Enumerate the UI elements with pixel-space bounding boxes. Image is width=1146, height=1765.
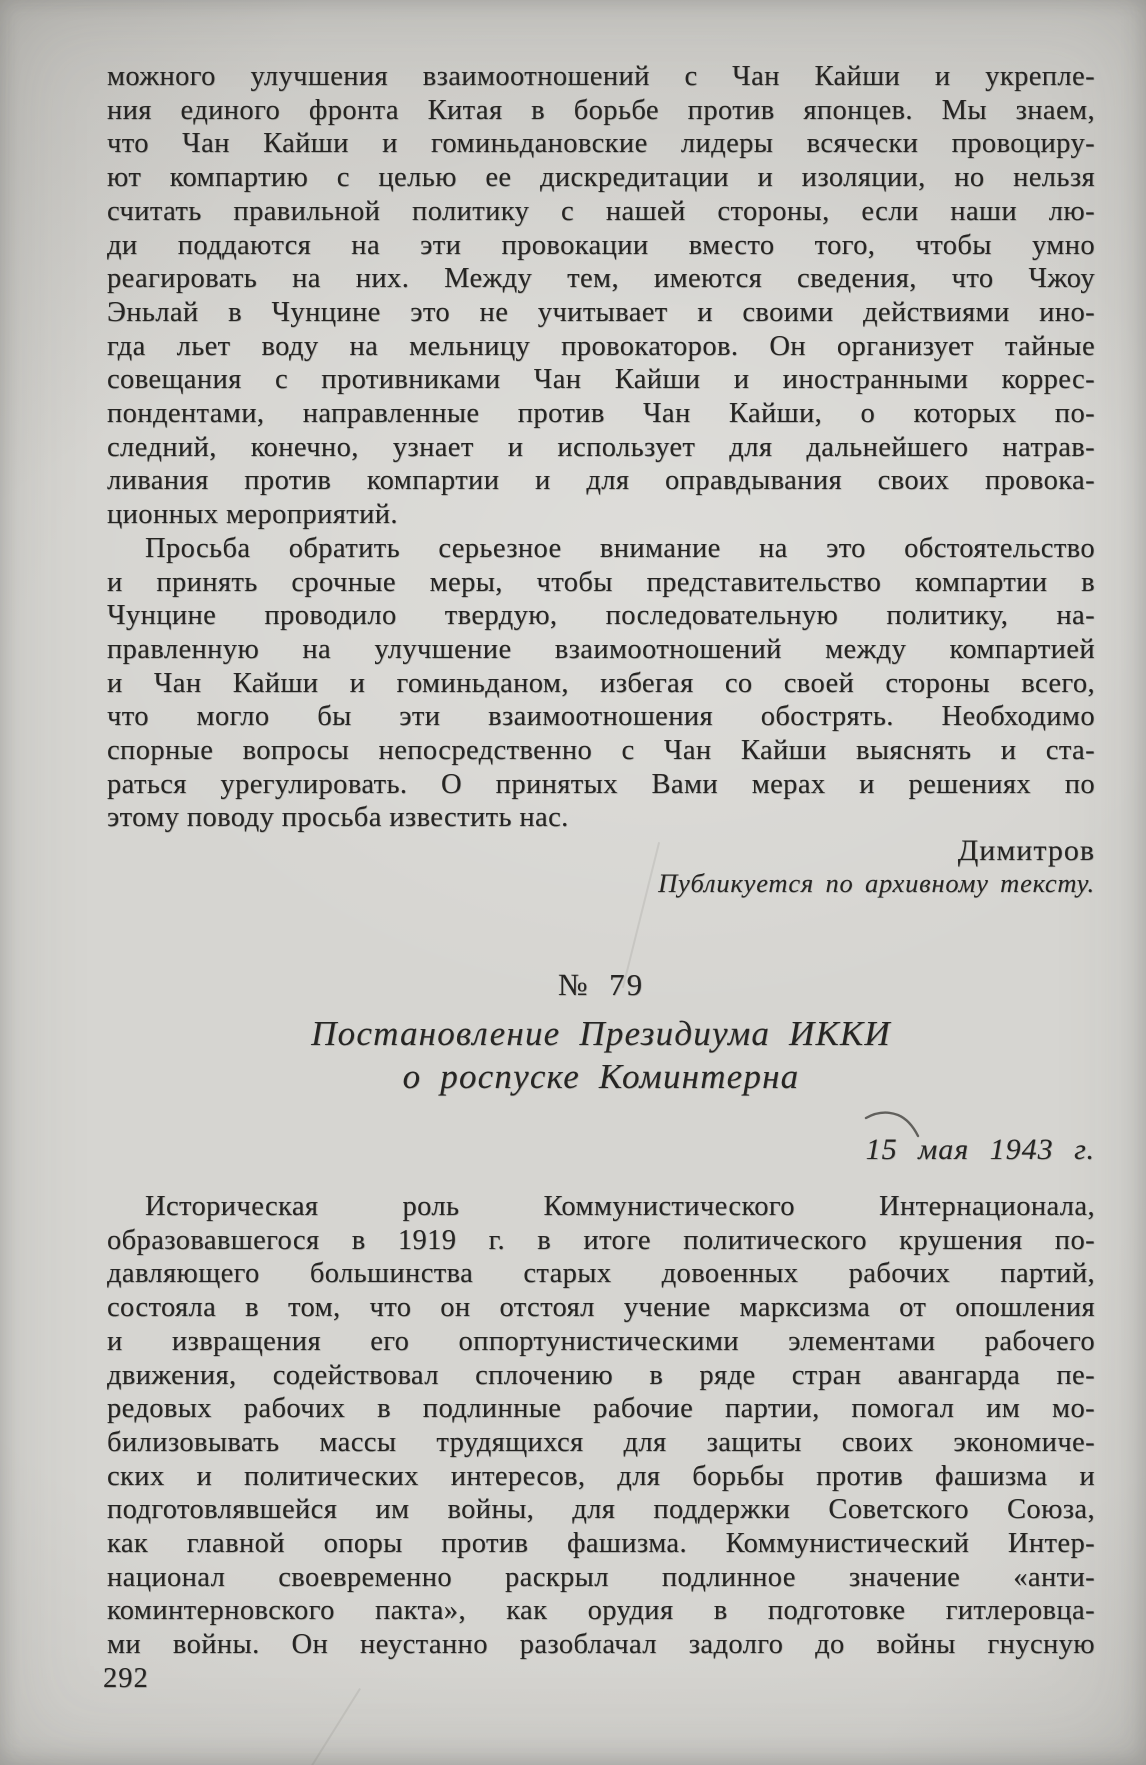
text-line: считать правильной политику с нашей стороны, если наши лю-: [107, 195, 1095, 227]
text-line: коминтерновского пакта», как орудия в подготовке гитлеровца-: [107, 1595, 1095, 1627]
text-line: и извращения его оппортунистическими элементами рабочего: [107, 1325, 1095, 1357]
paragraph: [107, 1190, 1095, 1662]
text-line: ливания против компартии и для оправдывания своих провока-: [107, 465, 1095, 497]
text-line: совещания с противниками Чан Кайши и иностранными коррес-: [107, 364, 1095, 396]
text-line: этому поводу просьба известить нас.: [107, 802, 569, 834]
document-title-line1: Постановление Президиума ИККИ: [311, 1014, 891, 1053]
text-line: ют компартию с целью ее дискредитации и изоляции, но нельзя: [107, 162, 1095, 194]
text-line: движения, содействовал сплочению в ряде стран авангарда пе-: [107, 1359, 1095, 1391]
page-number: 292: [103, 1663, 149, 1694]
text-line: правленную на улучшение взаимоотношений между компартией: [107, 633, 1095, 665]
text-line: ционных мероприятий.: [107, 499, 398, 531]
text-line: Эньлай в Чунцине это не учитывает и своими действиями ино-: [107, 296, 1095, 328]
archival-source-note: Публикуется по архивному тексту.: [658, 868, 1095, 898]
text-line: и Чан Кайши и гоминьданом, избегая со своей стороны всего,: [107, 667, 1095, 699]
text-line: давляющего большинства старых довоенных рабочих партий,: [107, 1258, 1095, 1290]
text-line: пондентами, направленные против Чан Кайши, о которых по-: [107, 398, 1095, 430]
text-line: можного улучшения взаимоотношений с Чан Кайши и укрепле-: [107, 61, 1095, 92]
text-line: редовых рабочих в подлинные рабочие партии, помогал им мо-: [107, 1393, 1095, 1425]
text-line: что могло бы эти взаимоотношения обострять. Необходимо: [107, 701, 1095, 733]
text-line: Чунцине проводило твердую, последовательную политику, на-: [107, 600, 1095, 632]
text-line: гда льет воду на мельницу провокаторов. Он организует тайные: [107, 330, 1095, 362]
document-body-text: [107, 1190, 1095, 1662]
letter-continuation-text: [107, 60, 1095, 835]
text-line: спорные вопросы непосредственно с Чан Кайши выяснять и ста-: [107, 735, 1095, 767]
document-number: № 79: [557, 967, 645, 1002]
text-line: Просьба обратить серьезное внимание на это обстоятельство: [145, 532, 1095, 564]
document-date: 15 мая 1943 г.: [865, 1133, 1095, 1166]
text-line: ди поддаются на эти провокации вместо того, чтобы умно: [107, 229, 1095, 261]
text-line: билизовывать массы трудящихся для защиты своих экономиче-: [107, 1426, 1095, 1458]
text-line: образовавшегося в 1919 г. в итоге политического крушения по-: [107, 1224, 1095, 1256]
signature: Димитров: [957, 834, 1095, 867]
paragraph: [107, 532, 1095, 835]
document-title: [107, 1012, 1095, 1098]
text-line: следний, конечно, узнает и использует для дальнейшего натрав-: [107, 431, 1095, 463]
text-line: раться урегулировать. О принятых Вами мерах и решениях по: [107, 768, 1095, 800]
document-title-line2: о роспуске Коминтерна: [402, 1057, 800, 1096]
paragraph: [107, 60, 1095, 532]
text-line: и принять срочные меры, чтобы представительство компартии в: [107, 566, 1095, 598]
text-line: реагировать на них. Между тем, имеются сведения, что Чжоу: [107, 263, 1095, 295]
text-line: национал своевременно раскрыл подлинное значение «анти-: [107, 1561, 1095, 1593]
text-line: Историческая роль Коммунистического Интернационала,: [145, 1191, 1095, 1222]
text-line: подготовлявшейся им войны, для поддержки Советского Союза,: [107, 1494, 1095, 1526]
text-line: что Чан Кайши и гоминьдановские лидеры всячески провоциру-: [107, 128, 1095, 160]
text-line: ских и политических интересов, для борьбы против фашизма и: [107, 1460, 1095, 1492]
text-line: ми войны. Он неустанно разоблачал задолго до войны гнусную: [107, 1629, 1095, 1661]
text-line: состояла в том, что он отстоял учение марксизма от опошления: [107, 1292, 1095, 1324]
text-line: как главной опоры против фашизма. Коммунистический Интер-: [107, 1528, 1095, 1560]
text-line: ния единого фронта Китая в борьбе против японцев. Мы знаем,: [107, 94, 1095, 126]
